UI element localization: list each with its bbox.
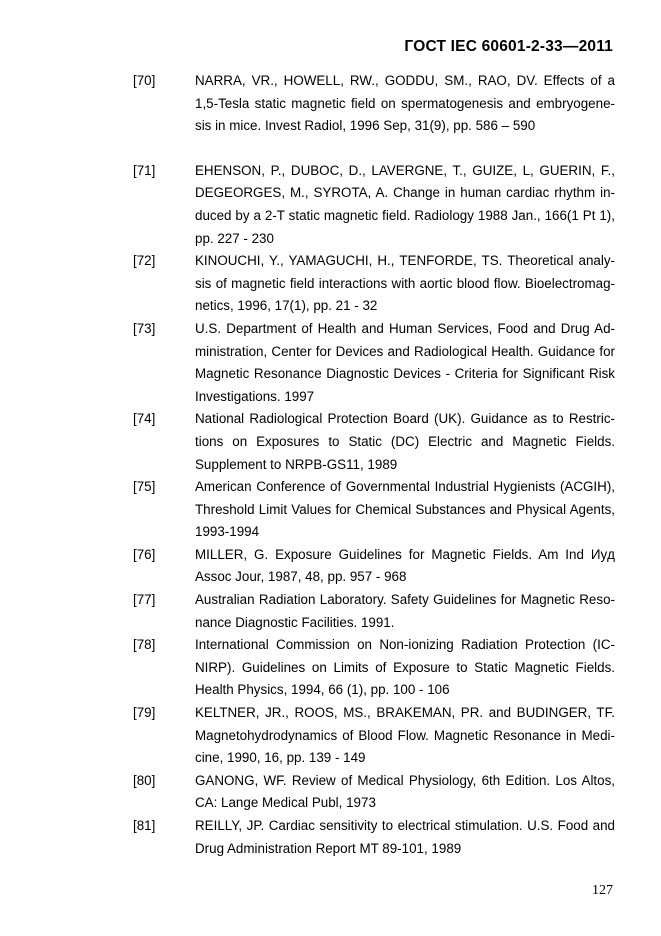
reference-gap [133, 138, 615, 160]
reference-text: NARRA, VR., HOWELL, RW., GODDU, SM., RAO, DV. Effects of a 1,5-Tesla static magnetic field on spermatogenesis and embryogenesis in mice. Invest Radiol, 1996 Sep, 31(9), pp. 586 – 590 [195, 73, 615, 134]
reference-number: [75] [133, 479, 156, 495]
reference-text: International Commission on Non-ionizing Radiation Protection (ICNIRP). Guidelines on Limits of Exposure to Static Magnetic Fields. Health Physics, 1994, 66 (1), pp. 100 - 106 [195, 637, 615, 698]
reference-item [133, 589, 615, 634]
reference-text: EHENSON, P., DUBOC, D., LAVERGNE, T., GUIZE, L, GUERIN, F., DEGEORGES, M., SYROTA, A. Change in human cardiac rhythm induced by a 2-T static magnetic field. Radiology 1988 Jan., 166(1 Pt 1), pp. 227 - 230 [195, 162, 615, 246]
reference-number: [73] [133, 320, 156, 336]
reference-text: KELTNER, JR., ROOS, MS., BRAKEMAN, PR. and BUDINGER, TF. Magnetohydrodynamics of Blood Flow. Magnetic Resonance in Medicine, 1990, 16, pp. 139 - 149 [195, 705, 615, 766]
reference-list [133, 70, 615, 860]
reference-item [133, 250, 615, 318]
reference-item [133, 815, 615, 860]
document-header: ГОСТ IEC 60601-2-33—2011 [404, 38, 613, 55]
reference-number: [70] [133, 73, 156, 88]
reference-number: [71] [133, 162, 156, 178]
reference-item [133, 702, 615, 770]
reference-text: American Conference of Governmental Industrial Hygienists (ACGIH), Threshold Limit Values for Chemical Substances and Physical Agents, 1993-1994 [195, 479, 615, 540]
page-number: 127 [592, 883, 613, 898]
reference-text: KINOUCHI, Y., YAMAGUCHI, H., TENFORDE, TS. Theoretical analysis of magnetic field interactions with aortic blood flow. Bioelectromagnetics, 1996, 17(1), pp. 21 - 32 [195, 253, 615, 314]
reference-number: [80] [133, 772, 156, 788]
reference-text: REILLY, JP. Cardiac sensitivity to electrical stimulation. U.S. Food and Drug Administration Report MT 89-101, 1989 [195, 818, 615, 856]
reference-text: MILLER, G. Exposure Guidelines for Magnetic Fields. Am Ind Иyд Assoc Jour, 1987, 48, pp. 957 - 968 [195, 546, 615, 585]
reference-item [133, 476, 615, 544]
reference-item [133, 160, 615, 250]
reference-item [133, 634, 615, 702]
reference-number: [81] [133, 818, 156, 833]
reference-item [133, 544, 615, 589]
reference-item [133, 318, 615, 408]
reference-text: National Radiological Protection Board (UK). Guidance as to Restrictions on Exposures to Static (DC) Electric and Magnetic Fields. Supplement to NRPB-GS11, 1989 [195, 411, 615, 472]
reference-number: [77] [133, 592, 156, 608]
reference-number: [78] [133, 637, 156, 653]
reference-item [133, 770, 615, 815]
reference-text: Australian Radiation Laboratory. Safety Guidelines for Magnetic Resonance Diagnostic Facilities. 1991. [195, 592, 615, 630]
reference-item [133, 70, 615, 138]
reference-number: [76] [133, 546, 156, 562]
reference-number: [72] [133, 253, 156, 269]
reference-text: U.S. Department of Health and Human Services, Food and Drug Administration, Center for Devices and Radiological Health. Guidance for Magnetic Resonance Diagnostic Devices - Criteria for Significant Risk Investigations. 1997 [195, 320, 615, 404]
reference-number: [79] [133, 705, 156, 721]
reference-text: GANONG, WF. Review of Medical Physiology, 6th Edition. Los Altos, CA: Lange Medical Publ, 1973 [195, 772, 615, 811]
reference-item [133, 408, 615, 476]
reference-number: [74] [133, 411, 156, 427]
